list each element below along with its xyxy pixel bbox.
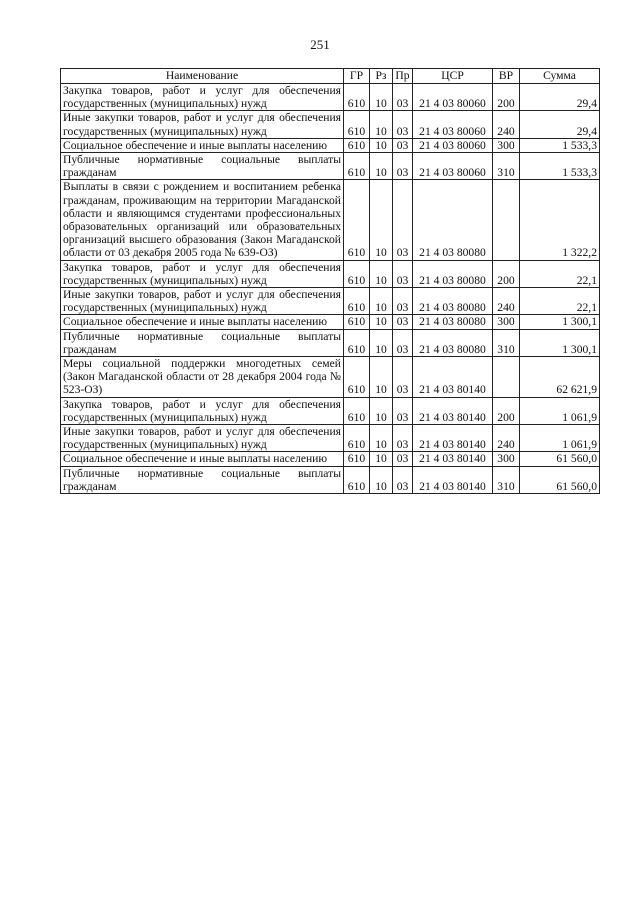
- row-csr: 21 4 03 80080: [413, 260, 493, 287]
- row-vr: 200: [493, 260, 520, 287]
- table-header: [61, 69, 600, 84]
- row-vr: 310: [493, 153, 520, 180]
- row-pr: 03: [393, 153, 413, 180]
- row-pr: 03: [393, 138, 413, 152]
- row-rz: 10: [370, 288, 393, 315]
- row-sum: 61 560,0: [520, 466, 600, 493]
- row-gr: 610: [344, 111, 370, 138]
- row-name: Социальное обеспечение и иные выплаты населению: [61, 452, 344, 466]
- row-pr: 03: [393, 288, 413, 315]
- table-row: [61, 153, 600, 180]
- header-row: [61, 69, 600, 84]
- header-rz: Рз: [370, 69, 393, 84]
- row-csr: 21 4 03 80140: [413, 425, 493, 452]
- row-name: Иные закупки товаров, работ и услуг для обеспечения государственных (муниципальных) нужд: [61, 111, 344, 138]
- table-row: [61, 425, 600, 452]
- row-vr: 200: [493, 397, 520, 424]
- row-csr: 21 4 03 80140: [413, 397, 493, 424]
- row-gr: 610: [344, 315, 370, 329]
- table-row: [61, 315, 600, 329]
- row-gr: 610: [344, 260, 370, 287]
- row-pr: 03: [393, 329, 413, 356]
- header-csr: ЦСР: [413, 69, 493, 84]
- page-number: 251: [310, 37, 330, 52]
- row-pr: 03: [393, 180, 413, 260]
- table-row: [61, 329, 600, 356]
- row-sum: 1 533,3: [520, 153, 600, 180]
- row-vr: 240: [493, 288, 520, 315]
- table-row: [61, 180, 600, 260]
- table-row: [61, 288, 600, 315]
- row-pr: 03: [393, 452, 413, 466]
- row-gr: 610: [344, 138, 370, 152]
- row-gr: 610: [344, 425, 370, 452]
- row-sum: 29,4: [520, 111, 600, 138]
- row-gr: 610: [344, 466, 370, 493]
- row-rz: 10: [370, 153, 393, 180]
- row-rz: 10: [370, 452, 393, 466]
- row-sum: 22,1: [520, 288, 600, 315]
- row-sum: 1 533,3: [520, 138, 600, 152]
- row-name: Закупка товаров, работ и услуг для обеспечения государственных (муниципальных) нужд: [61, 84, 344, 111]
- table-row: [61, 357, 600, 398]
- row-name: Иные закупки товаров, работ и услуг для обеспечения государственных (муниципальных) нужд: [61, 425, 344, 452]
- header-sum: Сумма: [520, 69, 600, 84]
- row-csr: 21 4 03 80140: [413, 357, 493, 398]
- row-sum: 29,4: [520, 84, 600, 111]
- table-row: [61, 138, 600, 152]
- row-rz: 10: [370, 180, 393, 260]
- row-pr: 03: [393, 84, 413, 111]
- row-pr: 03: [393, 315, 413, 329]
- row-rz: 10: [370, 138, 393, 152]
- row-rz: 10: [370, 425, 393, 452]
- row-vr: 240: [493, 111, 520, 138]
- header-vr: ВР: [493, 69, 520, 84]
- row-csr: 21 4 03 80080: [413, 329, 493, 356]
- row-csr: 21 4 03 80060: [413, 138, 493, 152]
- row-name: Социальное обеспечение и иные выплаты населению: [61, 315, 344, 329]
- row-gr: 610: [344, 84, 370, 111]
- row-gr: 610: [344, 153, 370, 180]
- row-gr: 610: [344, 452, 370, 466]
- row-vr: 300: [493, 138, 520, 152]
- header-name: Наименование: [61, 69, 344, 84]
- row-rz: 10: [370, 466, 393, 493]
- row-rz: 10: [370, 315, 393, 329]
- row-csr: 21 4 03 80080: [413, 180, 493, 260]
- row-sum: 1 300,1: [520, 329, 600, 356]
- row-name: Закупка товаров, работ и услуг для обеспечения государственных (муниципальных) нужд: [61, 260, 344, 287]
- row-sum: 1 300,1: [520, 315, 600, 329]
- row-vr: 300: [493, 315, 520, 329]
- row-csr: 21 4 03 80140: [413, 466, 493, 493]
- row-sum: 62 621,9: [520, 357, 600, 398]
- table-row: [61, 397, 600, 424]
- row-gr: 610: [344, 397, 370, 424]
- row-name: Социальное обеспечение и иные выплаты населению: [61, 138, 344, 152]
- row-sum: 1 061,9: [520, 397, 600, 424]
- budget-table: [60, 68, 600, 494]
- table-row: [61, 260, 600, 287]
- table-row: [61, 466, 600, 493]
- table-row: [61, 84, 600, 111]
- row-rz: 10: [370, 329, 393, 356]
- table-body: [61, 84, 600, 494]
- header-gr: ГР: [344, 69, 370, 84]
- row-name: Публичные нормативные социальные выплаты гражданам: [61, 153, 344, 180]
- row-vr: 310: [493, 466, 520, 493]
- row-csr: 21 4 03 80140: [413, 452, 493, 466]
- table-row: [61, 452, 600, 466]
- table-row: [61, 111, 600, 138]
- row-rz: 10: [370, 357, 393, 398]
- row-pr: 03: [393, 466, 413, 493]
- row-csr: 21 4 03 80060: [413, 84, 493, 111]
- row-name: Закупка товаров, работ и услуг для обеспечения государственных (муниципальных) нужд: [61, 397, 344, 424]
- row-csr: 21 4 03 80060: [413, 153, 493, 180]
- row-vr: [493, 180, 520, 260]
- row-rz: 10: [370, 397, 393, 424]
- row-gr: 610: [344, 180, 370, 260]
- row-name: Публичные нормативные социальные выплаты гражданам: [61, 329, 344, 356]
- row-name: Меры социальной поддержки многодетных семей (Закон Магаданской области от 28 декабря 2004 года № 523-ОЗ): [61, 357, 344, 398]
- row-gr: 610: [344, 288, 370, 315]
- row-pr: 03: [393, 357, 413, 398]
- row-gr: 610: [344, 357, 370, 398]
- row-sum: 1 322,2: [520, 180, 600, 260]
- row-sum: 1 061,9: [520, 425, 600, 452]
- row-sum: 22,1: [520, 260, 600, 287]
- row-rz: 10: [370, 111, 393, 138]
- row-pr: 03: [393, 111, 413, 138]
- row-rz: 10: [370, 260, 393, 287]
- row-name: Иные закупки товаров, работ и услуг для обеспечения государственных (муниципальных) нужд: [61, 288, 344, 315]
- row-pr: 03: [393, 260, 413, 287]
- row-vr: [493, 357, 520, 398]
- row-vr: 240: [493, 425, 520, 452]
- row-name: Публичные нормативные социальные выплаты гражданам: [61, 466, 344, 493]
- row-rz: 10: [370, 84, 393, 111]
- row-vr: 200: [493, 84, 520, 111]
- row-csr: 21 4 03 80060: [413, 111, 493, 138]
- row-sum: 61 560,0: [520, 452, 600, 466]
- row-name: Выплаты в связи с рождением и воспитанием ребенка гражданам, проживающим на территории Магаданской области и являющимся студентами профессиональных образовательных организаций или образовательных организаций высшего образования (Закон Магаданской области от 03 декабря 2005 года № 639-ОЗ): [61, 180, 344, 260]
- row-pr: 03: [393, 425, 413, 452]
- row-csr: 21 4 03 80080: [413, 315, 493, 329]
- row-csr: 21 4 03 80080: [413, 288, 493, 315]
- header-pr: Пр: [393, 69, 413, 84]
- row-vr: 300: [493, 452, 520, 466]
- row-vr: 310: [493, 329, 520, 356]
- row-pr: 03: [393, 397, 413, 424]
- row-gr: 610: [344, 329, 370, 356]
